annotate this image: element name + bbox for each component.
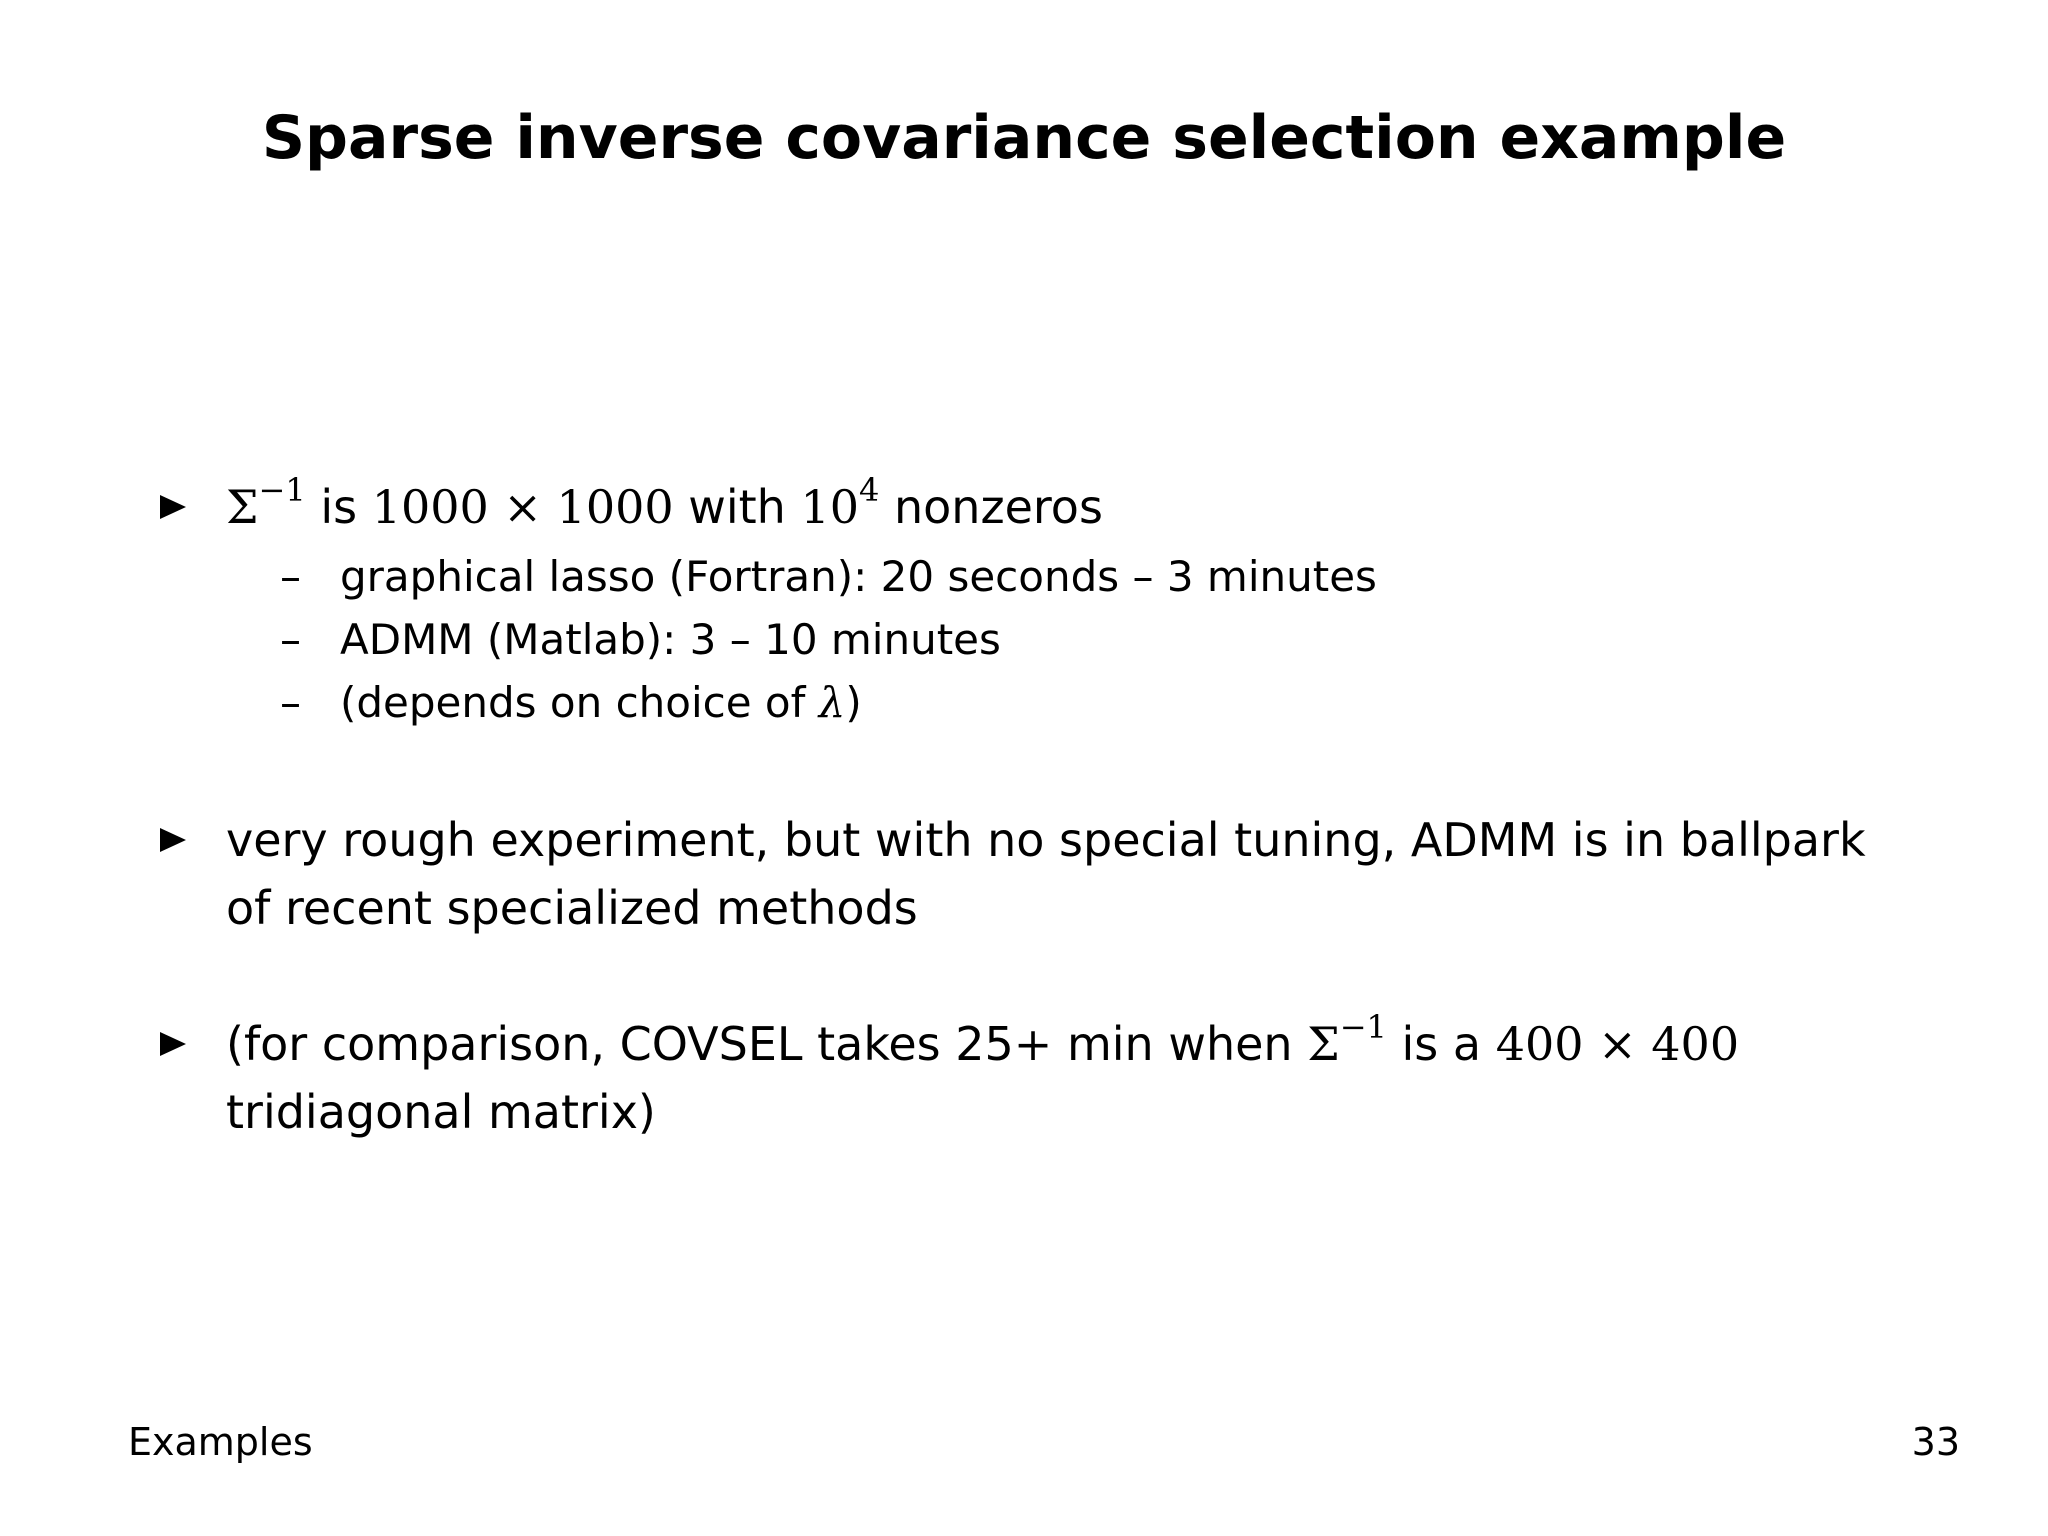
matrix-size: 400 × 400 bbox=[1495, 1017, 1740, 1071]
footer-section-label: Examples bbox=[128, 1420, 313, 1464]
sigma-symbol: Σ bbox=[226, 480, 259, 534]
nonzero-exponent: 4 bbox=[859, 471, 880, 509]
bullet-2-line-1: very rough experiment, but with no special tuning, ADMM is in ballpark bbox=[226, 813, 1866, 867]
plus-symbol: + bbox=[1013, 1017, 1053, 1071]
dash-marker: – bbox=[280, 678, 301, 727]
bullet-1-sub-list bbox=[280, 545, 1780, 734]
sigma-exponent: −1 bbox=[1339, 1008, 1387, 1046]
text-nonzeros: nonzeros bbox=[879, 480, 1103, 534]
text-is: is bbox=[305, 480, 372, 534]
text-with: with bbox=[673, 480, 801, 534]
bullet-2-line-2: of recent specialized methods bbox=[226, 881, 918, 935]
sub-item-admm bbox=[280, 608, 1780, 671]
sigma-exponent: −1 bbox=[258, 471, 306, 509]
matrix-size: 1000 × 1000 bbox=[371, 480, 674, 534]
text-min-when: min when bbox=[1052, 1017, 1308, 1071]
sub-item-text: ADMM (Matlab): 3 – 10 minutes bbox=[340, 615, 1001, 664]
sigma-symbol: Σ bbox=[1307, 1017, 1340, 1071]
nonzero-base: 10 bbox=[800, 480, 860, 534]
sub-item-lambda bbox=[280, 671, 1780, 734]
bullet-triangle-icon bbox=[160, 1032, 186, 1056]
lambda-symbol: λ bbox=[818, 678, 846, 727]
sub-item-graphical-lasso bbox=[280, 545, 1780, 608]
slide-title: Sparse inverse covariance selection example bbox=[261, 103, 1787, 173]
dash-marker: – bbox=[280, 615, 301, 664]
bullet-3-line-2: tridiagonal matrix) bbox=[226, 1085, 656, 1139]
sub-item-text-end: ) bbox=[845, 678, 862, 727]
sub-item-text: (depends on choice of bbox=[340, 678, 819, 727]
bullet-triangle-icon bbox=[160, 828, 186, 852]
bullet-3-line-1 bbox=[226, 1010, 1966, 1078]
footer-page-number: 33 bbox=[1911, 1420, 1960, 1464]
dash-marker: – bbox=[280, 552, 301, 601]
text-covsel: (for comparison, COVSEL takes 25 bbox=[226, 1017, 1014, 1071]
bullet-1-text bbox=[226, 473, 1966, 541]
sub-item-text: graphical lasso (Fortran): 20 seconds – 3 minutes bbox=[340, 552, 1377, 601]
bullet-triangle-icon bbox=[160, 495, 186, 519]
text-is-a: is a bbox=[1386, 1017, 1496, 1071]
